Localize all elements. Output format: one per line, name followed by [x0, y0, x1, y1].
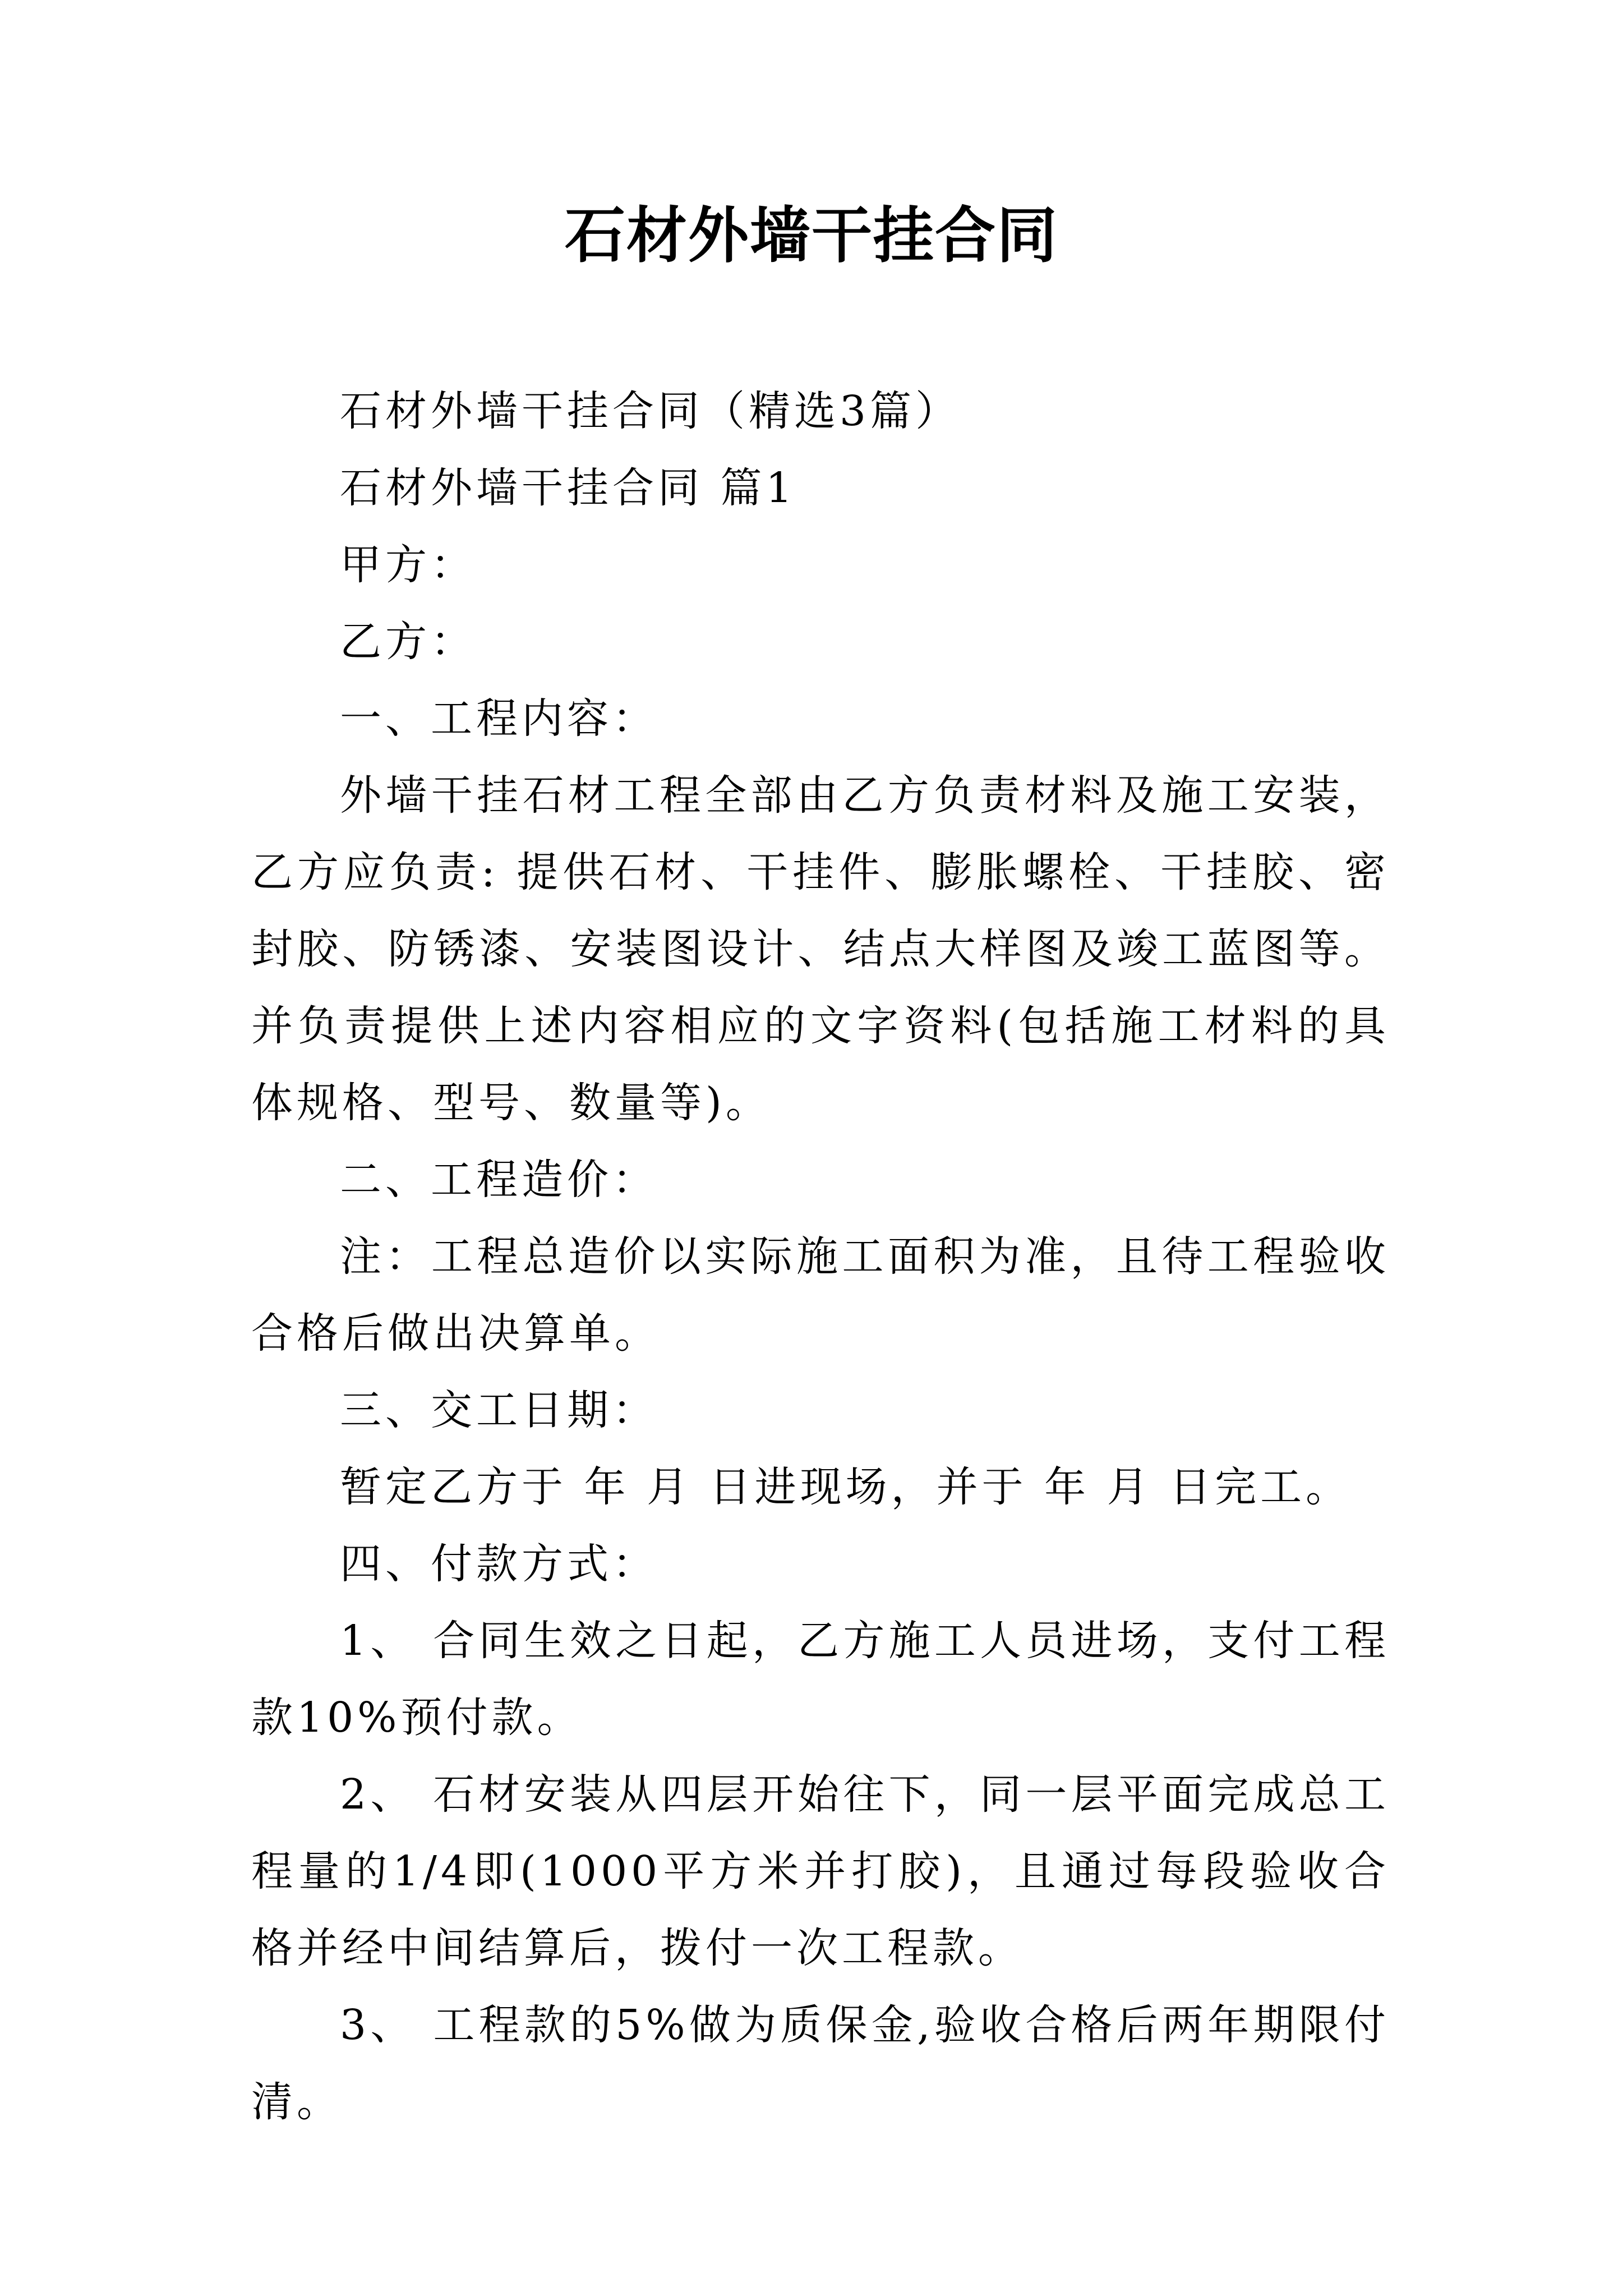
document-body: [251, 373, 1390, 2141]
clause-heading-delivery: 三、交工日期：: [340, 1386, 658, 1434]
party-a-line: 甲方：: [340, 541, 476, 589]
clause-heading-scope: 一、工程内容：: [340, 694, 658, 743]
subtitle-selection: 石材外墙干挂合同（精选3篇）: [340, 387, 961, 435]
clause-text-scope: 外墙干挂石材工程全部由乙方负责材料及施工安装，乙方应负责: 提供石材、干挂件、膨胀螺栓、干挂胶、密封胶、防锈漆、安装图设计、结点大样图及竣工蓝图等。并负责提供上述内容相应的文字资料(包括施工材料的具体规格、型号、数量等)。: [251, 771, 1390, 1127]
section-heading-part-1: 石材外墙干挂合同 篇1: [340, 464, 796, 512]
clause-text-price: 注：工程总造价以实际施工面积为准，且待工程验收合格后做出决算单。: [251, 1232, 1390, 1358]
clause-heading-payment: 四、付款方式：: [340, 1540, 658, 1588]
payment-item-1: 1、 合同生效之日起，乙方施工人员进场，支付工程款10%预付款。: [251, 1617, 1390, 1742]
document-title: 石材外墙干挂合同: [564, 200, 1058, 271]
payment-item-2: 2、 石材安装从四层开始往下，同一层平面完成总工程量的1/4即(1000平方米并打胶)，且通过每段验收合格并经中间结算后，拨付一次工程款。: [251, 1770, 1390, 1972]
payment-item-3: 3、 工程款的5%做为质保金,验收合格后两年期限付清。: [251, 2001, 1390, 2126]
clause-heading-price: 二、工程造价：: [340, 1156, 658, 1204]
party-b-line: 乙方：: [340, 618, 476, 666]
clause-text-delivery: 暂定乙方于 年 月 日进现场，并于 年 月 日完工。: [340, 1463, 1352, 1511]
